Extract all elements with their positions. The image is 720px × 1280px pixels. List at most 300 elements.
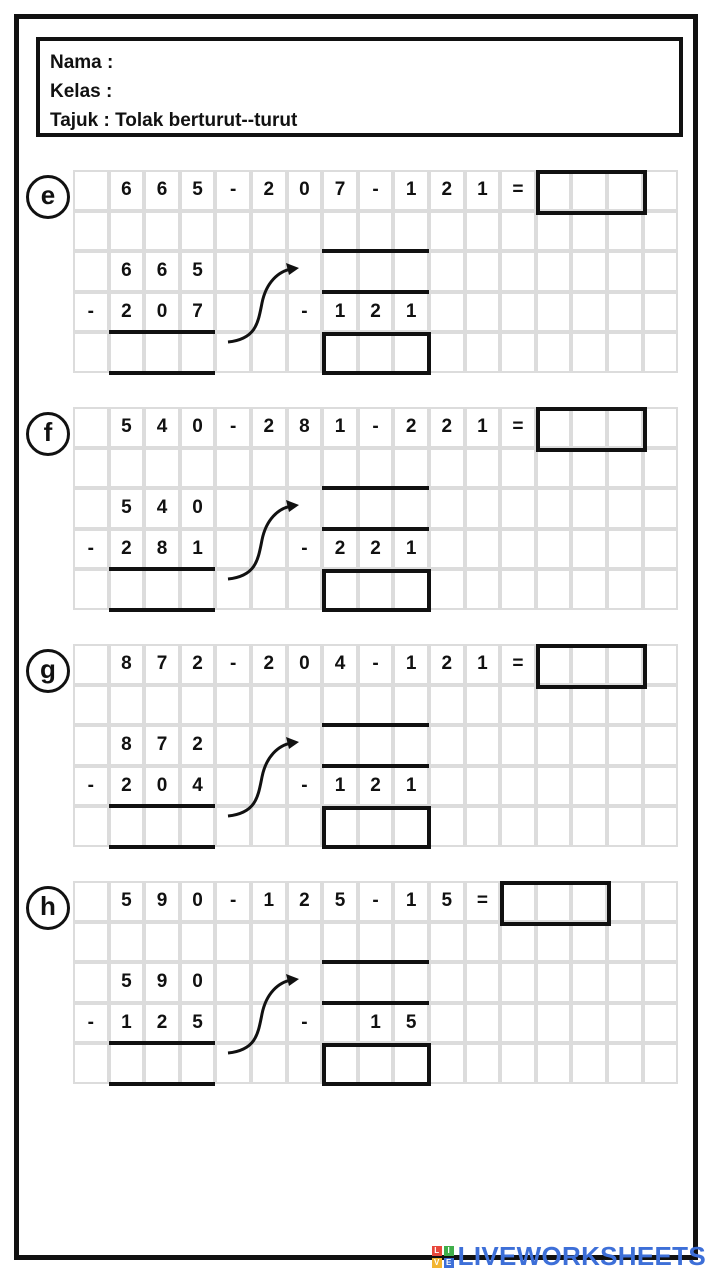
step2-sub-digit: 2 bbox=[334, 537, 346, 559]
grid-cell bbox=[465, 292, 501, 333]
grid-cell bbox=[73, 922, 109, 963]
equation-char: 1 bbox=[405, 653, 417, 675]
final-answer-box[interactable] bbox=[536, 170, 647, 215]
equation-char: 2 bbox=[441, 416, 453, 438]
grid-cell bbox=[536, 448, 572, 489]
grid-cell bbox=[251, 448, 287, 489]
grid-cell bbox=[358, 962, 394, 1003]
equation-char: 7 bbox=[334, 179, 346, 201]
grid-cell bbox=[571, 211, 607, 252]
grid-cell bbox=[500, 211, 536, 252]
step2-sub-digit: 1 bbox=[334, 300, 346, 322]
grid-cell bbox=[643, 725, 679, 766]
grid-cell bbox=[287, 685, 323, 726]
step1-sub-digit: 2 bbox=[121, 537, 132, 559]
grid-cell bbox=[144, 448, 180, 489]
equation-char: 4 bbox=[156, 416, 168, 438]
grid-cell bbox=[358, 211, 394, 252]
equation-char: 1 bbox=[405, 890, 417, 912]
grid-cell bbox=[607, 766, 643, 807]
step1-sub-digit: 1 bbox=[192, 537, 203, 559]
step2-sub-digit: 1 bbox=[334, 774, 346, 796]
equation-char: = bbox=[512, 179, 524, 201]
grid-cell bbox=[358, 725, 394, 766]
final-answer-box[interactable] bbox=[500, 881, 611, 926]
step1-top-digit: 8 bbox=[121, 734, 132, 756]
grid-cell bbox=[571, 806, 607, 847]
step1-top-digit: 4 bbox=[156, 497, 168, 519]
equation-char: 2 bbox=[441, 179, 453, 201]
grid-cell bbox=[465, 685, 501, 726]
step1-answer-field[interactable] bbox=[109, 808, 216, 845]
step1-sub-digit: 0 bbox=[156, 300, 168, 322]
grid-cell bbox=[643, 922, 679, 963]
grid-cell bbox=[393, 211, 429, 252]
grid-cell bbox=[287, 211, 323, 252]
grid-cell bbox=[429, 725, 465, 766]
grid-cell bbox=[73, 407, 109, 448]
grid-cell bbox=[536, 529, 572, 570]
equation-char: 5 bbox=[121, 890, 132, 912]
grid-cell bbox=[73, 488, 109, 529]
grid-cell bbox=[571, 1003, 607, 1044]
equation-char: - bbox=[230, 890, 237, 912]
step1-sub-digit: 2 bbox=[156, 1011, 168, 1033]
equation-char: 5 bbox=[441, 890, 453, 912]
topic-label: Tajuk : Tolak berturut--turut bbox=[50, 110, 298, 131]
grid-cell bbox=[215, 922, 251, 963]
grid-cell bbox=[322, 211, 358, 252]
step1-top-digit: 5 bbox=[121, 971, 132, 993]
grid-cell bbox=[643, 685, 679, 726]
step2-line-top bbox=[322, 486, 429, 490]
grid-cell bbox=[536, 251, 572, 292]
grid-cell bbox=[429, 488, 465, 529]
grid-cell bbox=[429, 448, 465, 489]
grid-cell bbox=[607, 332, 643, 373]
step1-answer-field[interactable] bbox=[109, 571, 216, 608]
minus-sign: - bbox=[301, 774, 308, 796]
equation-char: 5 bbox=[192, 179, 203, 201]
grid-cell bbox=[643, 881, 679, 922]
grid-cell bbox=[215, 448, 251, 489]
problem-letter-badge: e bbox=[26, 175, 70, 219]
step1-sub-digit: 2 bbox=[121, 774, 132, 796]
grid-cell bbox=[429, 806, 465, 847]
carry-over-arrow-icon bbox=[226, 500, 316, 590]
grid-cell bbox=[429, 211, 465, 252]
grid-cell bbox=[643, 644, 679, 685]
grid-cell bbox=[536, 569, 572, 610]
grid-cell bbox=[571, 685, 607, 726]
grid-cell bbox=[500, 529, 536, 570]
step2-line-top bbox=[322, 960, 429, 964]
grid-cell bbox=[607, 292, 643, 333]
step1-top-digit: 6 bbox=[121, 260, 132, 282]
equation-char: 2 bbox=[263, 416, 275, 438]
grid-cell bbox=[536, 766, 572, 807]
problem-letter-badge: f bbox=[26, 412, 70, 456]
step1-result-line-bottom bbox=[109, 1082, 216, 1086]
logo-letter: L bbox=[432, 1246, 442, 1256]
grid-cell bbox=[322, 448, 358, 489]
grid-cell bbox=[393, 251, 429, 292]
step1-result-line-bottom bbox=[109, 608, 216, 612]
grid-cell bbox=[536, 685, 572, 726]
equation-char: - bbox=[230, 653, 237, 675]
grid-cell bbox=[109, 211, 145, 252]
grid-cell bbox=[322, 685, 358, 726]
step2-answer-box[interactable] bbox=[322, 332, 431, 375]
final-answer-box[interactable] bbox=[536, 407, 647, 452]
step1-sub-digit: 7 bbox=[192, 300, 203, 322]
grid-cell bbox=[180, 448, 216, 489]
grid-cell bbox=[144, 922, 180, 963]
step2-sub-digit: 1 bbox=[405, 300, 417, 322]
grid-cell bbox=[607, 685, 643, 726]
carry-over-arrow-icon bbox=[226, 737, 316, 827]
equation-char: 8 bbox=[121, 653, 132, 675]
grid-cell bbox=[571, 292, 607, 333]
name-label: Nama : bbox=[50, 52, 114, 73]
grid-cell bbox=[465, 211, 501, 252]
minus-sign: - bbox=[301, 300, 308, 322]
grid-cell bbox=[571, 251, 607, 292]
grid-cell bbox=[536, 332, 572, 373]
grid-cell bbox=[109, 448, 145, 489]
equation-char: 5 bbox=[334, 890, 346, 912]
student-info-box bbox=[36, 37, 683, 137]
grid-cell bbox=[643, 448, 679, 489]
equation-char: 1 bbox=[334, 416, 346, 438]
grid-cell bbox=[393, 448, 429, 489]
grid-cell bbox=[643, 529, 679, 570]
grid-cell bbox=[109, 685, 145, 726]
grid-cell bbox=[500, 1043, 536, 1084]
equation-char: 5 bbox=[121, 416, 132, 438]
step2-sub-digit: 1 bbox=[370, 1011, 381, 1033]
grid-cell bbox=[536, 488, 572, 529]
grid-cell bbox=[607, 448, 643, 489]
grid-cell bbox=[215, 685, 251, 726]
minus-sign: - bbox=[301, 1011, 308, 1033]
step1-sub-digit: 1 bbox=[121, 1011, 132, 1033]
step1-answer-field[interactable] bbox=[109, 334, 216, 371]
grid-cell bbox=[500, 922, 536, 963]
grid-cell bbox=[500, 1003, 536, 1044]
grid-cell bbox=[500, 292, 536, 333]
brand-name: LIVEWORKSHEETS bbox=[457, 1241, 706, 1271]
equation-char: 2 bbox=[405, 416, 417, 438]
grid-cell bbox=[393, 922, 429, 963]
equation-char: - bbox=[230, 179, 237, 201]
equation-char: 1 bbox=[477, 179, 488, 201]
grid-cell bbox=[643, 170, 679, 211]
equation-char: = bbox=[512, 416, 524, 438]
grid-cell bbox=[429, 251, 465, 292]
grid-cell bbox=[465, 1043, 501, 1084]
equation-char: = bbox=[512, 653, 524, 675]
grid-cell bbox=[465, 569, 501, 610]
grid-cell bbox=[393, 488, 429, 529]
grid-cell bbox=[643, 292, 679, 333]
grid-cell bbox=[571, 448, 607, 489]
grid-cell bbox=[643, 1003, 679, 1044]
grid-cell bbox=[536, 922, 572, 963]
grid-cell bbox=[429, 292, 465, 333]
equation-char: 8 bbox=[299, 416, 310, 438]
grid-cell bbox=[73, 962, 109, 1003]
grid-cell bbox=[465, 1003, 501, 1044]
grid-cell bbox=[180, 685, 216, 726]
step1-result-line-bottom bbox=[109, 845, 216, 849]
grid-cell bbox=[215, 211, 251, 252]
grid-cell bbox=[571, 962, 607, 1003]
problem-e bbox=[0, 170, 720, 380]
equation-char: 6 bbox=[121, 179, 132, 201]
grid-cell bbox=[429, 1043, 465, 1084]
equation-char: 2 bbox=[192, 653, 203, 675]
step2-answer-box[interactable] bbox=[322, 569, 431, 612]
grid-cell bbox=[571, 725, 607, 766]
grid-cell bbox=[73, 569, 109, 610]
grid-cell bbox=[607, 211, 643, 252]
grid-cell bbox=[571, 922, 607, 963]
step2-sub-digit: 2 bbox=[370, 537, 381, 559]
grid-cell bbox=[429, 569, 465, 610]
grid-cell bbox=[358, 488, 394, 529]
step2-answer-box[interactable] bbox=[322, 1043, 431, 1086]
equation-char: 0 bbox=[192, 890, 203, 912]
equation-char: 0 bbox=[299, 653, 310, 675]
grid-cell bbox=[536, 211, 572, 252]
step1-answer-field[interactable] bbox=[109, 1045, 216, 1082]
grid-cell bbox=[607, 251, 643, 292]
grid-cell bbox=[571, 488, 607, 529]
equation-char: 2 bbox=[299, 890, 310, 912]
equation-char: 9 bbox=[156, 890, 168, 912]
grid-cell bbox=[536, 1003, 572, 1044]
grid-cell bbox=[643, 251, 679, 292]
grid-cell bbox=[180, 922, 216, 963]
grid-cell bbox=[322, 725, 358, 766]
grid-cell bbox=[73, 170, 109, 211]
step2-sub-digit: 1 bbox=[405, 774, 417, 796]
grid-cell bbox=[429, 685, 465, 726]
grid-cell bbox=[607, 962, 643, 1003]
grid-cell bbox=[429, 529, 465, 570]
grid-cell bbox=[643, 569, 679, 610]
step1-top-digit: 9 bbox=[156, 971, 168, 993]
grid-cell bbox=[500, 962, 536, 1003]
minus-sign: - bbox=[87, 774, 94, 796]
equation-char: - bbox=[372, 653, 379, 675]
grid-cell bbox=[287, 922, 323, 963]
liveworksheets-logo bbox=[432, 1241, 706, 1272]
step1-result-line-bottom bbox=[109, 371, 216, 375]
equation-char: 2 bbox=[441, 653, 453, 675]
step1-top-digit: 7 bbox=[156, 734, 168, 756]
logo-letter: E bbox=[444, 1258, 454, 1268]
step2-sub-digit: 1 bbox=[405, 537, 417, 559]
carry-over-arrow-icon bbox=[226, 263, 316, 353]
equation-char: - bbox=[372, 179, 379, 201]
grid-cell bbox=[73, 1043, 109, 1084]
grid-cell bbox=[500, 251, 536, 292]
step1-sub-digit: 0 bbox=[156, 774, 168, 796]
equation-char: 2 bbox=[263, 653, 275, 675]
grid-cell bbox=[536, 292, 572, 333]
step2-sub-digit bbox=[322, 1003, 358, 1044]
step2-sub-digit: 2 bbox=[370, 300, 381, 322]
grid-cell bbox=[73, 448, 109, 489]
grid-cell bbox=[393, 725, 429, 766]
equation-char: 2 bbox=[263, 179, 275, 201]
grid-cell bbox=[643, 1043, 679, 1084]
problem-letter-badge: g bbox=[26, 649, 70, 693]
grid-cell bbox=[358, 685, 394, 726]
grid-cell bbox=[465, 332, 501, 373]
grid-cell bbox=[500, 332, 536, 373]
equation-char: = bbox=[476, 890, 488, 912]
carry-over-arrow-icon bbox=[226, 974, 316, 1064]
grid-cell bbox=[500, 448, 536, 489]
equation-char: 1 bbox=[477, 653, 488, 675]
final-answer-box[interactable] bbox=[536, 644, 647, 689]
grid-cell bbox=[500, 725, 536, 766]
grid-cell bbox=[465, 725, 501, 766]
grid-cell bbox=[465, 251, 501, 292]
grid-cell bbox=[251, 922, 287, 963]
grid-cell bbox=[73, 881, 109, 922]
grid-cell bbox=[429, 332, 465, 373]
step1-top-digit: 5 bbox=[192, 260, 203, 282]
step1-top-digit: 0 bbox=[192, 497, 203, 519]
grid-cell bbox=[536, 1043, 572, 1084]
logo-letter: V bbox=[432, 1258, 442, 1268]
grid-cell bbox=[322, 488, 358, 529]
equation-char: - bbox=[230, 416, 237, 438]
grid-cell bbox=[465, 488, 501, 529]
grid-cell bbox=[429, 1003, 465, 1044]
grid-cell bbox=[322, 922, 358, 963]
grid-cell bbox=[643, 766, 679, 807]
grid-cell bbox=[643, 962, 679, 1003]
grid-cell bbox=[144, 685, 180, 726]
grid-cell bbox=[73, 251, 109, 292]
grid-cell bbox=[429, 922, 465, 963]
grid-cell bbox=[500, 685, 536, 726]
grid-cell bbox=[465, 766, 501, 807]
step1-sub-digit: 2 bbox=[121, 300, 132, 322]
grid-cell bbox=[607, 725, 643, 766]
problem-letter-badge: h bbox=[26, 886, 70, 930]
grid-cell bbox=[607, 881, 643, 922]
grid-cell bbox=[607, 569, 643, 610]
equation-char: 7 bbox=[156, 653, 168, 675]
problem-h bbox=[0, 881, 720, 1091]
grid-cell bbox=[429, 766, 465, 807]
grid-cell bbox=[536, 962, 572, 1003]
step1-sub-digit: 4 bbox=[192, 774, 203, 796]
grid-cell bbox=[500, 766, 536, 807]
step1-sub-digit: 5 bbox=[192, 1011, 203, 1033]
equation-char: - bbox=[372, 416, 379, 438]
grid-cell bbox=[607, 922, 643, 963]
grid-cell bbox=[536, 725, 572, 766]
grid-cell bbox=[607, 488, 643, 529]
grid-cell bbox=[643, 211, 679, 252]
minus-sign: - bbox=[87, 300, 94, 322]
step2-sub-digit: 2 bbox=[370, 774, 381, 796]
grid-cell bbox=[571, 569, 607, 610]
minus-sign: - bbox=[87, 537, 94, 559]
minus-sign: - bbox=[301, 537, 308, 559]
grid-cell bbox=[607, 1043, 643, 1084]
minus-sign: - bbox=[87, 1011, 94, 1033]
grid-cell bbox=[287, 448, 323, 489]
grid-cell bbox=[322, 962, 358, 1003]
step1-top-digit: 2 bbox=[192, 734, 203, 756]
step2-line-top bbox=[322, 249, 429, 253]
grid-cell bbox=[607, 529, 643, 570]
grid-cell bbox=[465, 529, 501, 570]
equation-char: 0 bbox=[299, 179, 310, 201]
step2-answer-box[interactable] bbox=[322, 806, 431, 849]
grid-cell bbox=[144, 211, 180, 252]
grid-cell bbox=[109, 922, 145, 963]
equation-char: 1 bbox=[477, 416, 488, 438]
grid-cell bbox=[643, 488, 679, 529]
grid-cell bbox=[358, 922, 394, 963]
grid-cell bbox=[643, 806, 679, 847]
grid-cell bbox=[643, 332, 679, 373]
problem-g bbox=[0, 644, 720, 854]
grid-cell bbox=[500, 569, 536, 610]
grid-cell bbox=[643, 407, 679, 448]
step1-top-digit: 6 bbox=[156, 260, 168, 282]
grid-cell bbox=[393, 685, 429, 726]
grid-cell bbox=[393, 962, 429, 1003]
grid-cell bbox=[73, 685, 109, 726]
grid-cell bbox=[73, 725, 109, 766]
equation-char: 1 bbox=[405, 179, 417, 201]
grid-cell bbox=[571, 529, 607, 570]
step2-sub-digit: 5 bbox=[405, 1011, 417, 1033]
grid-cell bbox=[73, 806, 109, 847]
liveworksheets-logo-icon bbox=[432, 1246, 454, 1268]
grid-cell bbox=[429, 962, 465, 1003]
equation-char: 4 bbox=[334, 653, 346, 675]
step2-line-top bbox=[322, 723, 429, 727]
grid-cell bbox=[465, 962, 501, 1003]
step1-sub-digit: 8 bbox=[156, 537, 168, 559]
class-label: Kelas : bbox=[50, 81, 113, 102]
step1-top-digit: 5 bbox=[121, 497, 132, 519]
problem-f bbox=[0, 407, 720, 617]
equation-char: - bbox=[372, 890, 379, 912]
grid-cell bbox=[500, 806, 536, 847]
equation-char: 0 bbox=[192, 416, 203, 438]
grid-cell bbox=[358, 251, 394, 292]
grid-cell bbox=[465, 806, 501, 847]
grid-cell bbox=[251, 685, 287, 726]
grid-cell bbox=[571, 332, 607, 373]
grid-cell bbox=[571, 1043, 607, 1084]
grid-cell bbox=[322, 251, 358, 292]
grid-cell bbox=[251, 211, 287, 252]
logo-letter: I bbox=[444, 1246, 454, 1256]
